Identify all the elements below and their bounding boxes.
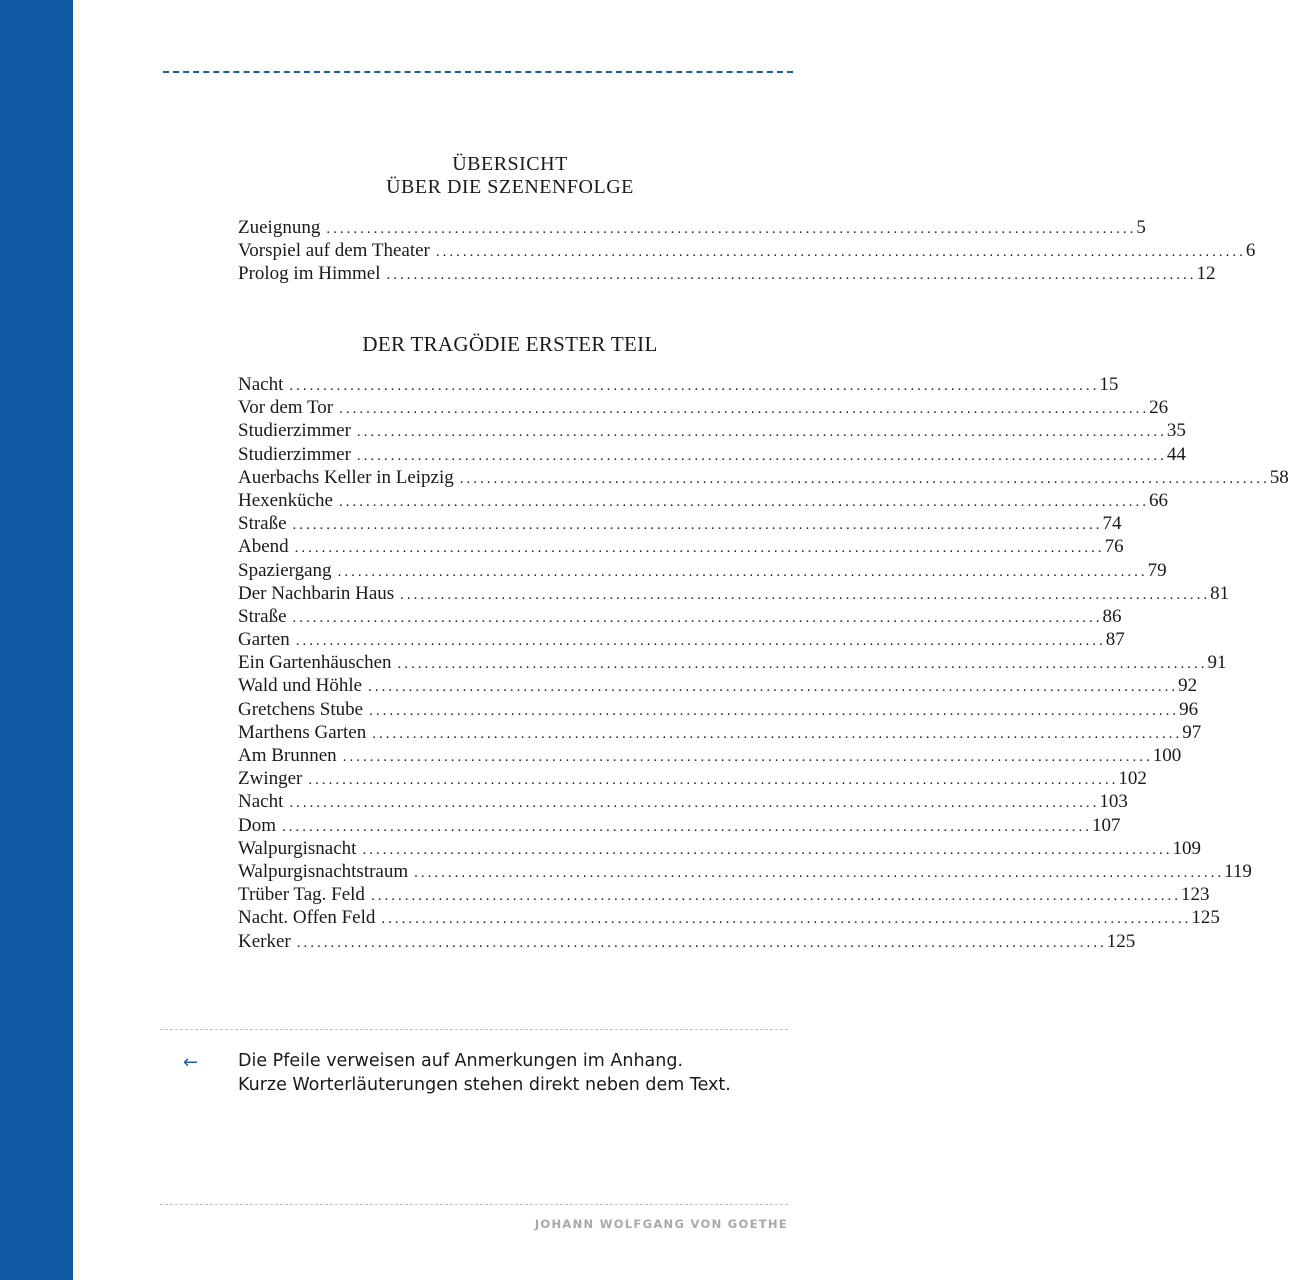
toc-entry-page: 103: [1099, 791, 1128, 813]
toc-entry: [238, 698, 1199, 721]
toc-entry-title: Gretchens Stube: [238, 698, 364, 720]
toc-entry: [238, 373, 1119, 396]
toc-dot-leader: ........................................................................................................................: [362, 841, 1173, 858]
toc-dot-leader: ........................................................................................................................: [339, 401, 1150, 418]
toc-entry: [238, 512, 1122, 535]
part-one-toc-list: [238, 373, 1289, 953]
toc-dot-leader: ........................................................................................................................: [289, 795, 1100, 812]
toc-entry: [238, 535, 1124, 558]
toc-entry-page: 79: [1147, 559, 1167, 581]
blue-sidebar: [0, 0, 73, 1280]
toc-entry: [238, 443, 1186, 466]
left-arrow-icon: ←: [183, 1052, 199, 1073]
toc-entry-page: 15: [1099, 374, 1119, 395]
toc-entry-page: 123: [1180, 884, 1210, 906]
toc-entry: [238, 744, 1182, 767]
toc-entry-title: Auerbachs Keller in Leipzig: [238, 466, 454, 488]
part-one-title: DER TRAGÖDIE ERSTER TEIL: [362, 332, 658, 356]
toc-dot-leader: ........................................................................................................................: [414, 864, 1225, 881]
toc-entry-page: 6: [1245, 240, 1256, 262]
toc-entry-page: 102: [1118, 768, 1147, 790]
toc-entry: [238, 216, 1146, 239]
toc-dot-leader: ........................................................................................................................: [386, 267, 1197, 284]
toc-entry-page: 86: [1102, 605, 1122, 627]
toc-entry-title: Hexenküche: [238, 489, 333, 511]
toc-entry: [238, 883, 1210, 906]
toc-dot-leader: ........................................................................................................................: [338, 493, 1149, 510]
toc-dot-leader: ........................................................................................................................: [368, 679, 1179, 696]
toc-entry-page: 35: [1166, 420, 1186, 442]
toc-dot-leader: ........................................................................................................................: [435, 244, 1246, 261]
footer-rule: [160, 1204, 788, 1205]
footer-author: JOHANN WOLFGANG VON GOETHE: [534, 1217, 788, 1231]
toc-entry-title: Dom: [238, 814, 276, 836]
toc-entry-page: 109: [1172, 837, 1201, 859]
top-dashed-rule: [163, 71, 793, 73]
toc-entry: [238, 628, 1125, 651]
toc-entry-page: 92: [1178, 675, 1198, 697]
toc-entry-title: Ein Gartenhäuschen: [238, 652, 392, 674]
toc-dot-leader: ........................................................................................................................: [294, 540, 1105, 557]
toc-entry-title: Studierzimmer: [238, 420, 351, 442]
overview-title-line1: ÜBERSICHT: [452, 153, 568, 175]
toc-entry-title: Nacht: [238, 374, 284, 395]
toc-entry-page: 96: [1179, 698, 1199, 720]
toc-entry-page: 5: [1136, 217, 1146, 238]
toc-entry-title: Wald und Höhle: [238, 675, 363, 697]
toc-entry-page: 12: [1196, 263, 1216, 285]
toc-dot-leader: ........................................................................................................................: [370, 888, 1181, 905]
toc-entry-title: Der Nachbarin Haus: [238, 582, 395, 604]
toc-entry-page: 74: [1102, 513, 1122, 535]
toc-entry-title: Nacht: [238, 791, 284, 813]
toc-entry-title: Am Brunnen: [238, 745, 337, 766]
toc-entry-title: Abend: [238, 536, 289, 558]
toc-dot-leader: ........................................................................................................................: [282, 818, 1092, 835]
toc-dot-leader: ........................................................................................................................: [295, 633, 1106, 650]
toc-dot-leader: ........................................................................................................................: [459, 470, 1270, 487]
toc-entry-title: Walpurgisnacht: [238, 837, 357, 859]
toc-entry-page: 76: [1104, 536, 1124, 558]
toc-entry: [238, 767, 1147, 790]
toc-dot-leader: ........................................................................................................................: [308, 772, 1119, 789]
toc-entry: [238, 837, 1201, 860]
toc-entry: [238, 906, 1220, 929]
toc-entry-page: 119: [1224, 860, 1252, 882]
toc-entry-title: Straße: [238, 513, 287, 535]
toc-entry-page: 107: [1092, 814, 1121, 836]
toc-entry-title: Zueignung: [238, 217, 321, 238]
toc-dot-leader: ........................................................................................................................: [292, 517, 1103, 534]
toc-entry: [238, 239, 1256, 262]
toc-entry-page: 58: [1269, 466, 1289, 488]
toc-entry: [238, 605, 1122, 628]
toc-entry-title: Trüber Tag. Feld: [238, 884, 365, 906]
toc-entry-title: Vor dem Tor: [238, 397, 334, 419]
toc-entry-title: Walpurgisnachtstraum: [238, 860, 409, 882]
toc-entry-page: 66: [1148, 489, 1168, 511]
note-line1: Die Pfeile verweisen auf Anmerkungen im Anhang.: [238, 1051, 684, 1071]
toc-entry: [238, 721, 1202, 744]
toc-entry-page: 91: [1207, 652, 1227, 674]
toc-entry-title: Studierzimmer: [238, 443, 351, 465]
toc-entry: [238, 489, 1168, 512]
toc-entry-title: Nacht. Offen Feld: [238, 907, 376, 929]
toc-entry: [238, 419, 1186, 442]
toc-entry: [238, 674, 1198, 697]
toc-dot-leader: ........................................................................................................................: [397, 656, 1208, 673]
toc-dot-leader: ........................................................................................................................: [326, 221, 1137, 237]
overview-toc-list: [238, 216, 1256, 286]
toc-dot-leader: ........................................................................................................................: [372, 725, 1183, 742]
note-top-rule: [160, 1029, 788, 1030]
toc-entry-title: Kerker: [238, 930, 291, 952]
toc-entry-page: 125: [1191, 907, 1220, 929]
toc-dot-leader: ........................................................................................................................: [356, 424, 1167, 441]
toc-entry: [238, 466, 1289, 489]
toc-dot-leader: ........................................................................................................................: [289, 378, 1100, 394]
toc-entry-page: 87: [1105, 629, 1125, 651]
toc-dot-leader: ........................................................................................................................: [369, 702, 1180, 719]
toc-dot-leader: ........................................................................................................................: [296, 934, 1107, 951]
toc-dot-leader: ........................................................................................................................: [292, 609, 1103, 626]
toc-entry-page: 97: [1182, 721, 1202, 743]
toc-entry-title: Zwinger: [238, 768, 303, 790]
toc-entry: [238, 582, 1230, 605]
toc-entry: [238, 262, 1216, 285]
note-line2: Kurze Worterläuterungen stehen direkt neben dem Text.: [238, 1075, 731, 1095]
overview-title-line2: ÜBER DIE SZENENFOLGE: [386, 176, 634, 198]
toc-entry: [238, 814, 1121, 837]
toc-entry-title: Garten: [238, 629, 290, 651]
toc-entry: [238, 930, 1136, 953]
toc-dot-leader: ........................................................................................................................: [342, 749, 1153, 765]
toc-entry-page: 81: [1210, 582, 1230, 604]
toc-entry: [238, 559, 1167, 582]
toc-entry-title: Prolog im Himmel: [238, 263, 381, 285]
toc-entry-title: Straße: [238, 605, 287, 627]
toc-dot-leader: ........................................................................................................................: [400, 586, 1211, 603]
toc-entry-page: 100: [1152, 745, 1182, 766]
note-text: [238, 1049, 798, 1097]
toc-dot-leader: ........................................................................................................................: [337, 563, 1148, 580]
toc-entry: [238, 860, 1252, 883]
toc-entry-title: Marthens Garten: [238, 721, 367, 743]
toc-entry-title: Spaziergang: [238, 559, 332, 581]
toc-entry-title: Vorspiel auf dem Theater: [238, 240, 430, 262]
toc-entry: [238, 396, 1169, 419]
toc-dot-leader: ........................................................................................................................: [381, 911, 1192, 928]
toc-entry: [238, 790, 1128, 813]
toc-dot-leader: ........................................................................................................................: [356, 447, 1167, 464]
toc-entry-page: 26: [1149, 397, 1169, 419]
toc-entry-page: 44: [1166, 443, 1186, 465]
toc-entry: [238, 651, 1227, 674]
toc-entry-page: 125: [1106, 930, 1136, 952]
